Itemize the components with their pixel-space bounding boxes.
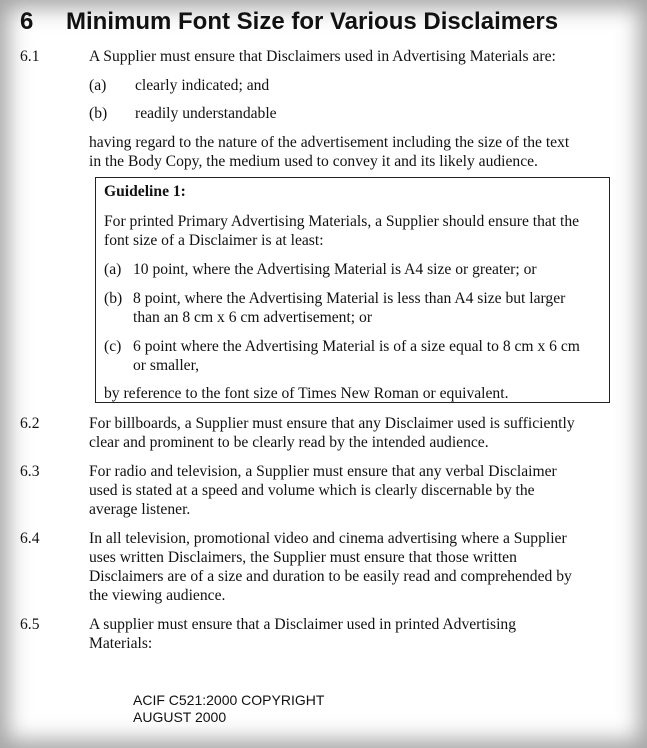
- clause-6-1-closing-line: in the Body Copy, the medium used to convey it and its likely audience.: [89, 153, 538, 170]
- guideline-item-b-label: (b): [104, 290, 123, 307]
- clause-number-6-2: 6.2: [20, 415, 40, 432]
- clause-6-1-closing-line: having regard to the nature of the advertisement including the size of the text: [89, 134, 570, 151]
- section-title: Minimum Font Size for Various Disclaimers: [66, 8, 559, 35]
- clause-6-2-line: For billboards, a Supplier must ensure that any Disclaimer used is sufficiently: [89, 415, 575, 432]
- clause-6-4-line: Disclaimers are of a size and duration to be easily read and comprehended by: [89, 568, 572, 585]
- clause-6-1-intro: A Supplier must ensure that Disclaimers used in Advertising Materials are:: [89, 48, 556, 65]
- clause-number-6-1: 6.1: [20, 48, 40, 65]
- section-number: 6: [20, 8, 34, 35]
- clause-6-1-item-b-text: readily understandable: [135, 105, 277, 122]
- guideline-item-b-text: than an 8 cm x 6 cm advertisement; or: [133, 309, 373, 326]
- guideline-item-a-text: 10 point, where the Advertising Material is A4 size or greater; or: [133, 261, 537, 278]
- guideline-item-c-label: (c): [104, 338, 122, 355]
- guideline-intro-line: font size of a Disclaimer is at least:: [104, 232, 324, 249]
- clause-6-1-item-b-label: (b): [89, 105, 108, 122]
- clause-6-4-line: the viewing audience.: [89, 587, 226, 604]
- clause-6-1-item-a-text: clearly indicated; and: [135, 77, 270, 94]
- guideline-intro-line: For printed Primary Advertising Materials, a Supplier should ensure that the: [104, 213, 580, 230]
- guideline-title: Guideline 1:: [104, 183, 186, 200]
- footer-copyright: ACIF C521:2000 COPYRIGHT: [133, 692, 325, 708]
- clause-6-4-line: In all television, promotional video and cinema advertising where a Supplier: [89, 530, 567, 547]
- guideline-item-c-text: or smaller,: [133, 357, 200, 374]
- clause-number-6-4: 6.4: [20, 530, 40, 547]
- guideline-item-b-text: 8 point, where the Advertising Material is less than A4 size but larger: [133, 290, 566, 307]
- guideline-closing: by reference to the font size of Times New Roman or equivalent.: [104, 385, 509, 402]
- clause-number-6-5: 6.5: [20, 616, 40, 633]
- footer-date: AUGUST 2000: [133, 709, 227, 725]
- clause-number-6-3: 6.3: [20, 463, 40, 480]
- clause-6-3-line: For radio and television, a Supplier must ensure that any verbal Disclaimer: [89, 463, 557, 480]
- clause-6-3-line: average listener.: [89, 501, 191, 518]
- clause-6-1-item-a-label: (a): [89, 77, 107, 94]
- clause-6-4-line: uses written Disclaimers, the Supplier must ensure that those written: [89, 549, 517, 566]
- clause-6-3-line: used is stated at a speed and volume which is clearly discernable by the: [89, 482, 535, 499]
- clause-6-5-line: A supplier must ensure that a Disclaimer used in printed Advertising: [89, 616, 517, 633]
- clause-6-2-line: clear and prominent to be clearly read by the intended audience.: [89, 434, 489, 451]
- guideline-item-a-label: (a): [104, 261, 122, 278]
- clause-6-5-line: Materials:: [89, 635, 153, 652]
- guideline-item-c-text: 6 point where the Advertising Material is of a size equal to 8 cm x 6 cm: [133, 338, 580, 355]
